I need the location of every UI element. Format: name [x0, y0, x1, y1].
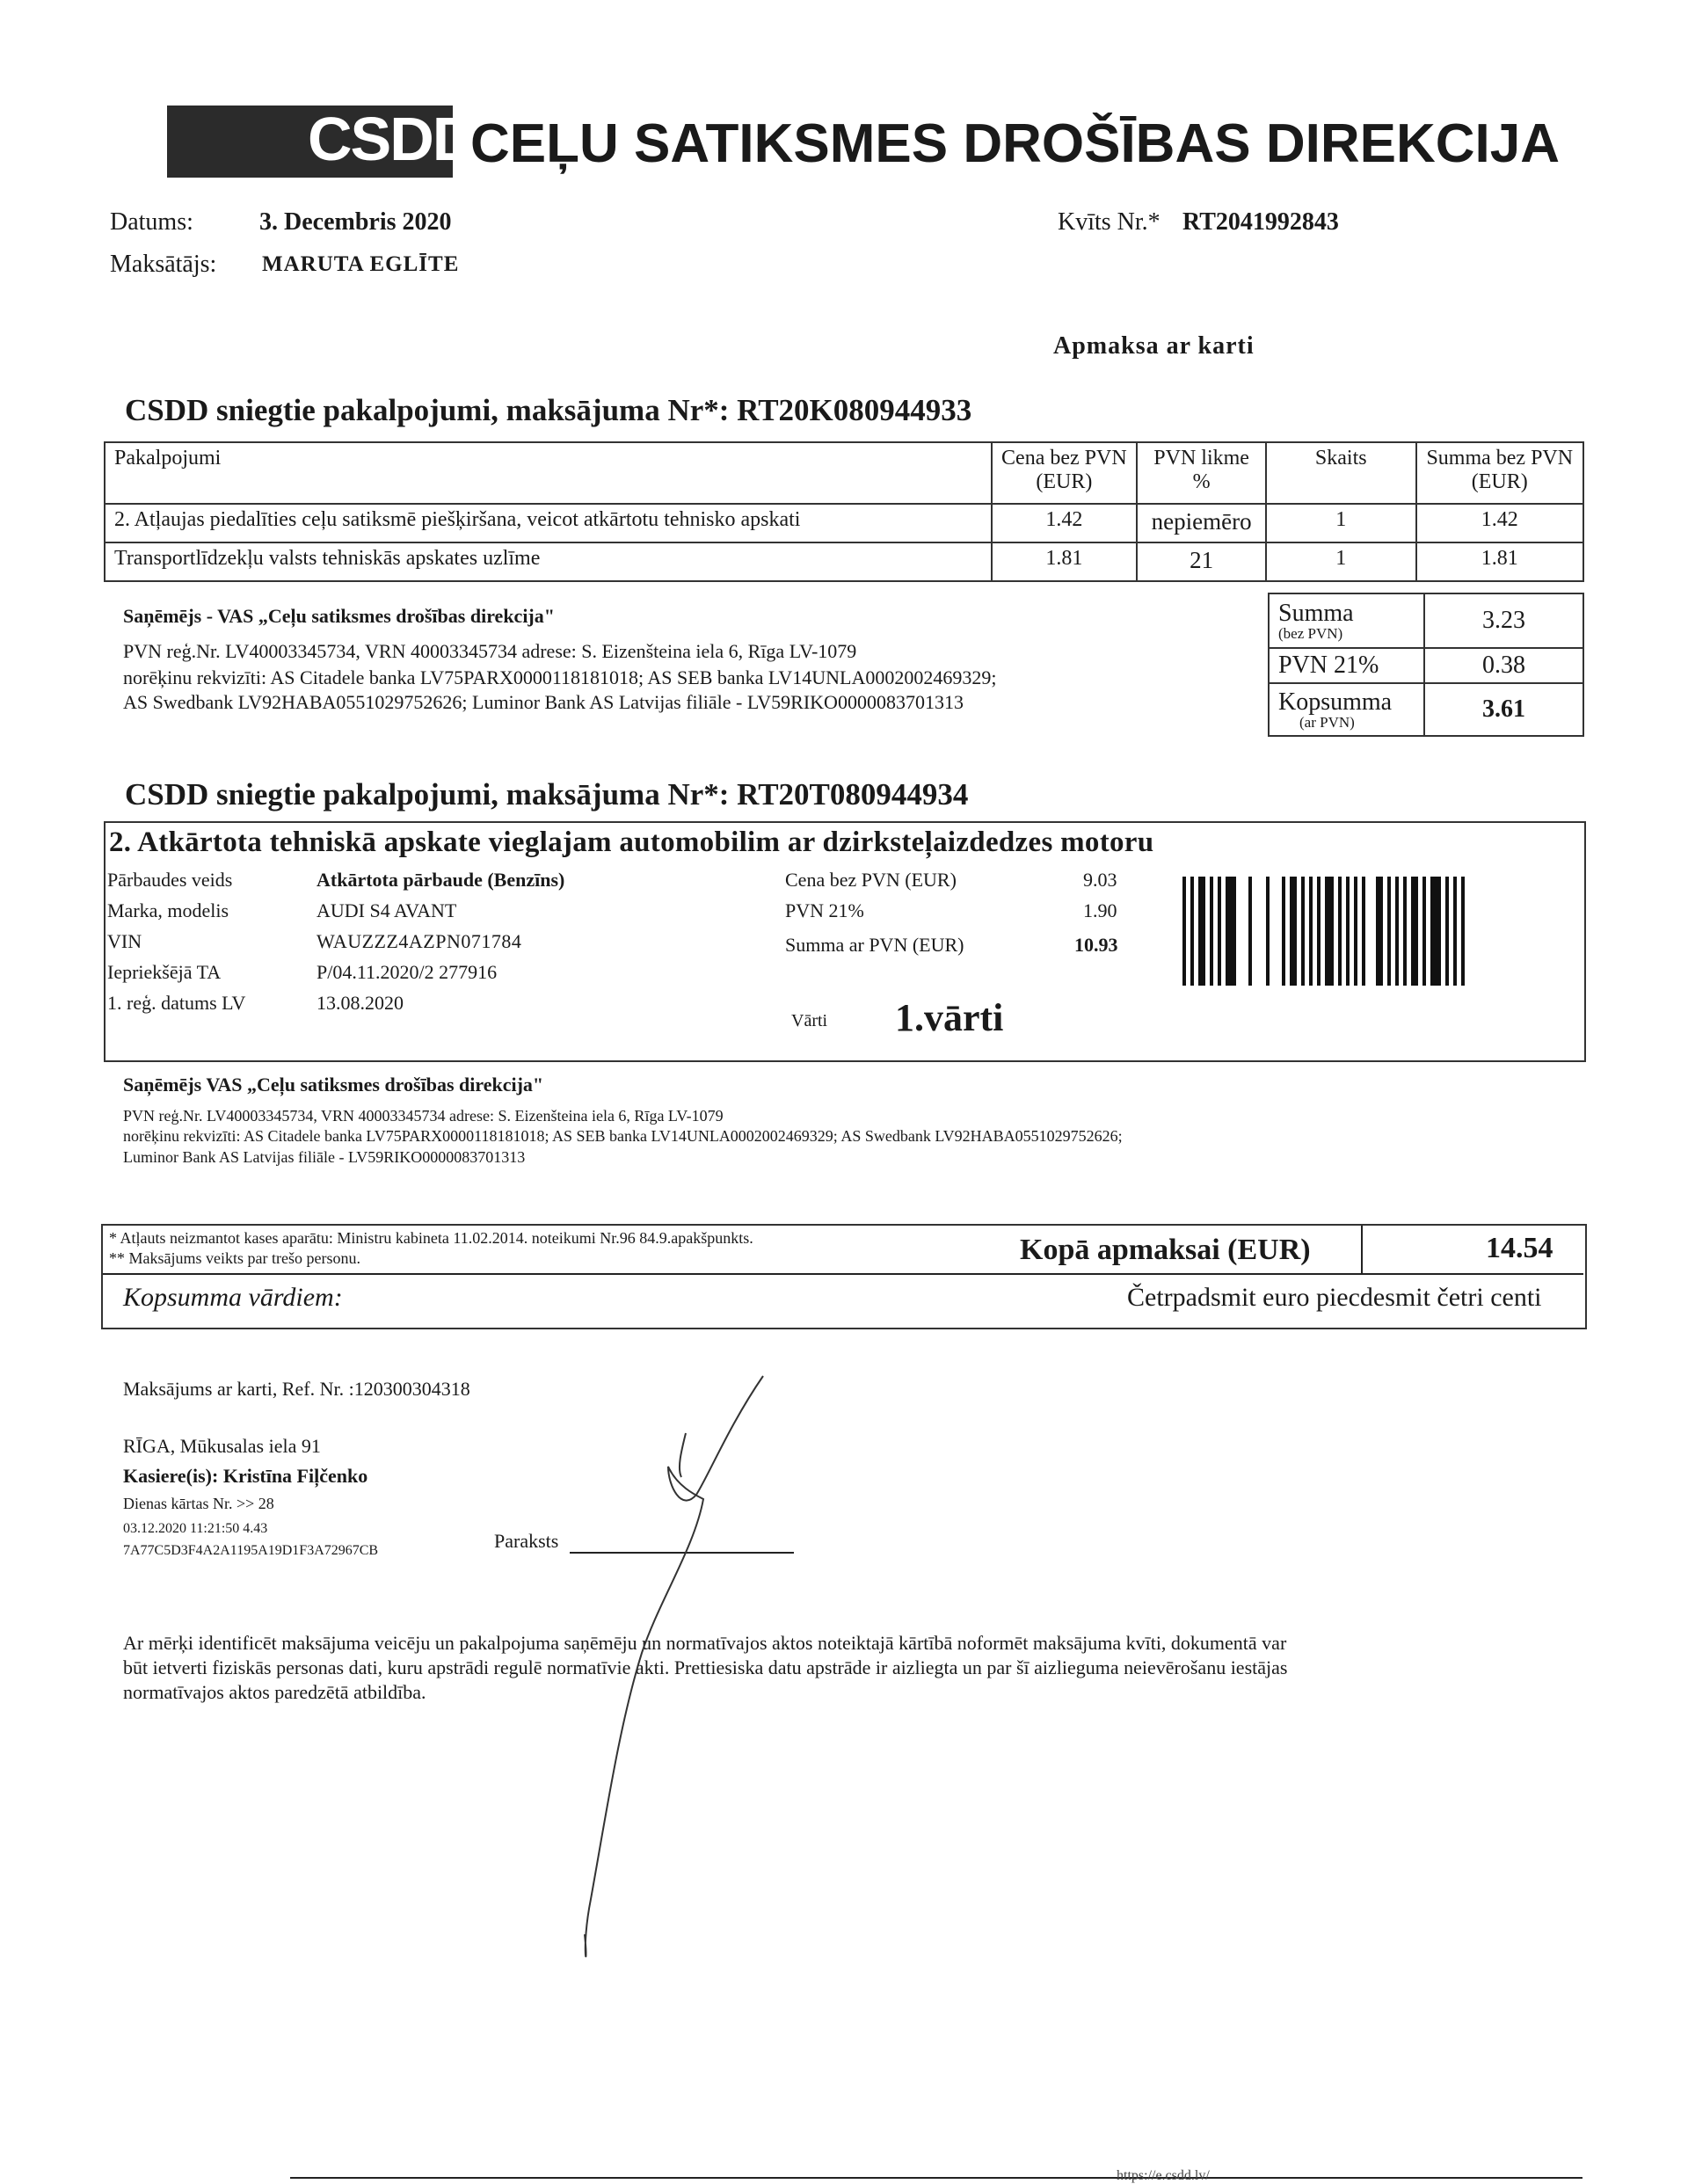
gate-value: 1.vārti [895, 996, 1004, 1039]
field-label: Pārbaudes veids [107, 869, 233, 891]
field-label: Iepriekšējā TA [107, 961, 222, 983]
signature-label: Paraksts [494, 1530, 559, 1552]
vat-value: 0.38 [1424, 648, 1583, 683]
column-header: Summa bez PVN (EUR) [1416, 442, 1583, 504]
inspection-title: 2. Atkārtota tehniskā apskate vieglajam automobilim ar dzirksteļaizdedzes motoru [109, 826, 1154, 858]
table-cell: 1.42 [992, 504, 1138, 542]
column-header: PVN likme % [1137, 442, 1266, 504]
column-header: Pakalpojumi [105, 442, 992, 504]
recipient2-title: Saņēmējs VAS „Ceļu satiksmes drošības direkcija" [123, 1074, 544, 1096]
table-cell: 1 [1266, 504, 1416, 542]
price-value: 10.93 [1074, 934, 1118, 956]
field-value: Atkārtota pārbaude (Benzīns) [316, 869, 565, 891]
privacy-text: Ar mērķi identificēt maksājuma veicēju un pakalpojuma saņēmēju un normatīvajos aktos noteiktajā kārtībā noformēt maksājuma kvīti, dokumentā var [123, 1632, 1287, 1654]
table-cell: 21 [1137, 542, 1266, 581]
section1-title: CSDD sniegtie pakalpojumi, maksājuma Nr*: RT20K080944933 [125, 393, 972, 427]
price-value: 1.90 [1083, 899, 1117, 921]
payer-value: MARUTA EGLĪTE [262, 252, 460, 276]
recipient-line: AS Swedbank LV92HABA0551029752626; Luminor Bank AS Latvijas filiāle - LV59RIKO0000083701313 [123, 691, 964, 713]
table-cell: 1.81 [992, 542, 1138, 581]
field-value: 13.08.2020 [316, 992, 404, 1014]
table-cell: 1.42 [1416, 504, 1583, 542]
payer-label: Maksātājs: [110, 251, 217, 278]
price-value: 9.03 [1083, 869, 1117, 891]
words-value: Četrpadsmit euro piecdesmit četri centi [1127, 1283, 1542, 1312]
recipient-title: Saņēmējs - VAS „Ceļu satiksmes drošības direkcija" [123, 605, 555, 627]
day-number: Dienas kārtas Nr. >> 28 [123, 1495, 274, 1512]
field-label: VIN [107, 930, 142, 952]
cashier: Kasiere(is): Kristīna Fiļčenko [123, 1465, 368, 1487]
table-cell: 1 [1266, 542, 1416, 581]
field-value: P/04.11.2020/2 277916 [316, 961, 498, 983]
card-ref: Maksājums ar karti, Ref. Nr. :120300304318 [123, 1378, 470, 1400]
payment-method: Apmaksa ar karti [1053, 332, 1255, 360]
table-cell: 1.81 [1416, 542, 1583, 581]
csdd-logo: CSDD [308, 105, 476, 173]
location: RĪGA, Mūkusalas iela 91 [123, 1435, 321, 1457]
bottom-rule [290, 2177, 1582, 2179]
recipient2-line: PVN reģ.Nr. LV40003345734, VRN 40003345734 adrese: S. Eizenšteina iela 6, Rīga LV-1079 [123, 1107, 724, 1125]
words-label: Kopsumma vārdiem: [123, 1283, 343, 1312]
table-cell: nepiemēro [1137, 504, 1266, 542]
field-value: AUDI S4 AVANT [316, 899, 457, 921]
recipient2-line: norēķinu rekvizīti: AS Citadele banka LV75PARX0000118181018; AS SEB banka LV14UNLA0002002469329; AS Swedbank LV92HABA0551029752626; [123, 1127, 1123, 1145]
date-label: Datums: [110, 208, 193, 236]
sum-label: Summa [1278, 599, 1354, 627]
price-label: Cena bez PVN (EUR) [785, 869, 957, 891]
footer-url: https://e.csdd.lv/ [1117, 2168, 1210, 2183]
sum-sublabel: (bez PVN) [1278, 624, 1343, 642]
receipt-number: RT2041992843 [1182, 208, 1339, 236]
table-cell: 2. Atļaujas piedalīties ceļu satiksmē piešķiršana, veicot atkārtotu tehnisko apskati [105, 504, 992, 542]
total-sublabel: (ar PVN) [1299, 713, 1355, 731]
recipient-line: PVN reģ.Nr. LV40003345734, VRN 40003345734 adrese: S. Eizenšteina iela 6, Rīga LV-1079 [123, 640, 857, 662]
price-label: PVN 21% [785, 899, 864, 921]
privacy-text: normatīvajos aktos paredzētā atbildība. [123, 1681, 426, 1703]
date-value: 3. Decembris 2020 [259, 208, 452, 236]
field-value: WAUZZZ4AZPN071784 [316, 930, 522, 952]
field-label: Marka, modelis [107, 899, 229, 921]
sum-value: 3.23 [1424, 593, 1583, 648]
field-label: 1. reģ. datums LV [107, 992, 246, 1014]
timestamp: 03.12.2020 11:21:50 4.43 [123, 1521, 268, 1536]
grand-total-label: Kopā apmaksai (EUR) [1020, 1234, 1311, 1266]
column-header: Skaits [1266, 442, 1416, 504]
column-header: Cena bez PVN (EUR) [992, 442, 1138, 504]
gate-label: Vārti [791, 1011, 828, 1030]
hash: 7A77C5D3F4A2A1195A19D1F3A72967CB [123, 1543, 379, 1558]
recipient-line: norēķinu rekvizīti: AS Citadele banka LV75PARX0000118181018; AS SEB banka LV14UNLA0002002469329; [123, 666, 997, 688]
footnote: ** Maksājums veikts par trešo personu. [109, 1249, 360, 1267]
organization-title: CEĻU SATIKSMES DROŠĪBAS DIREKCIJA [470, 113, 1560, 174]
recipient2-line: Luminor Bank AS Latvijas filiāle - LV59RIKO0000083701313 [123, 1148, 526, 1166]
vat-label: PVN 21% [1269, 648, 1424, 683]
receipt-label: Kvīts Nr.* [1058, 208, 1160, 236]
footnote: * Atļauts neizmantot kases aparātu: Ministru kabineta 11.02.2014. noteikumi Nr.96 84.9.apakšpunkts. [109, 1229, 753, 1247]
total-value: 3.61 [1424, 683, 1583, 736]
privacy-text: būt ietverti fiziskās personas dati, kuru apstrādi regulē normatīvie akti. Prettiesiska datu apstrāde ir aizliegta un par šī aizlieguma neievērošanu iestājas [123, 1656, 1288, 1678]
total-label: Kopsumma [1278, 688, 1393, 716]
section2-title: CSDD sniegtie pakalpojumi, maksājuma Nr*: RT20T080944934 [125, 777, 969, 812]
table-cell: Transportlīdzekļu valsts tehniskās apskates uzlīme [105, 542, 992, 581]
grand-total-value: 14.54 [1486, 1232, 1553, 1264]
price-label: Summa ar PVN (EUR) [785, 934, 964, 956]
